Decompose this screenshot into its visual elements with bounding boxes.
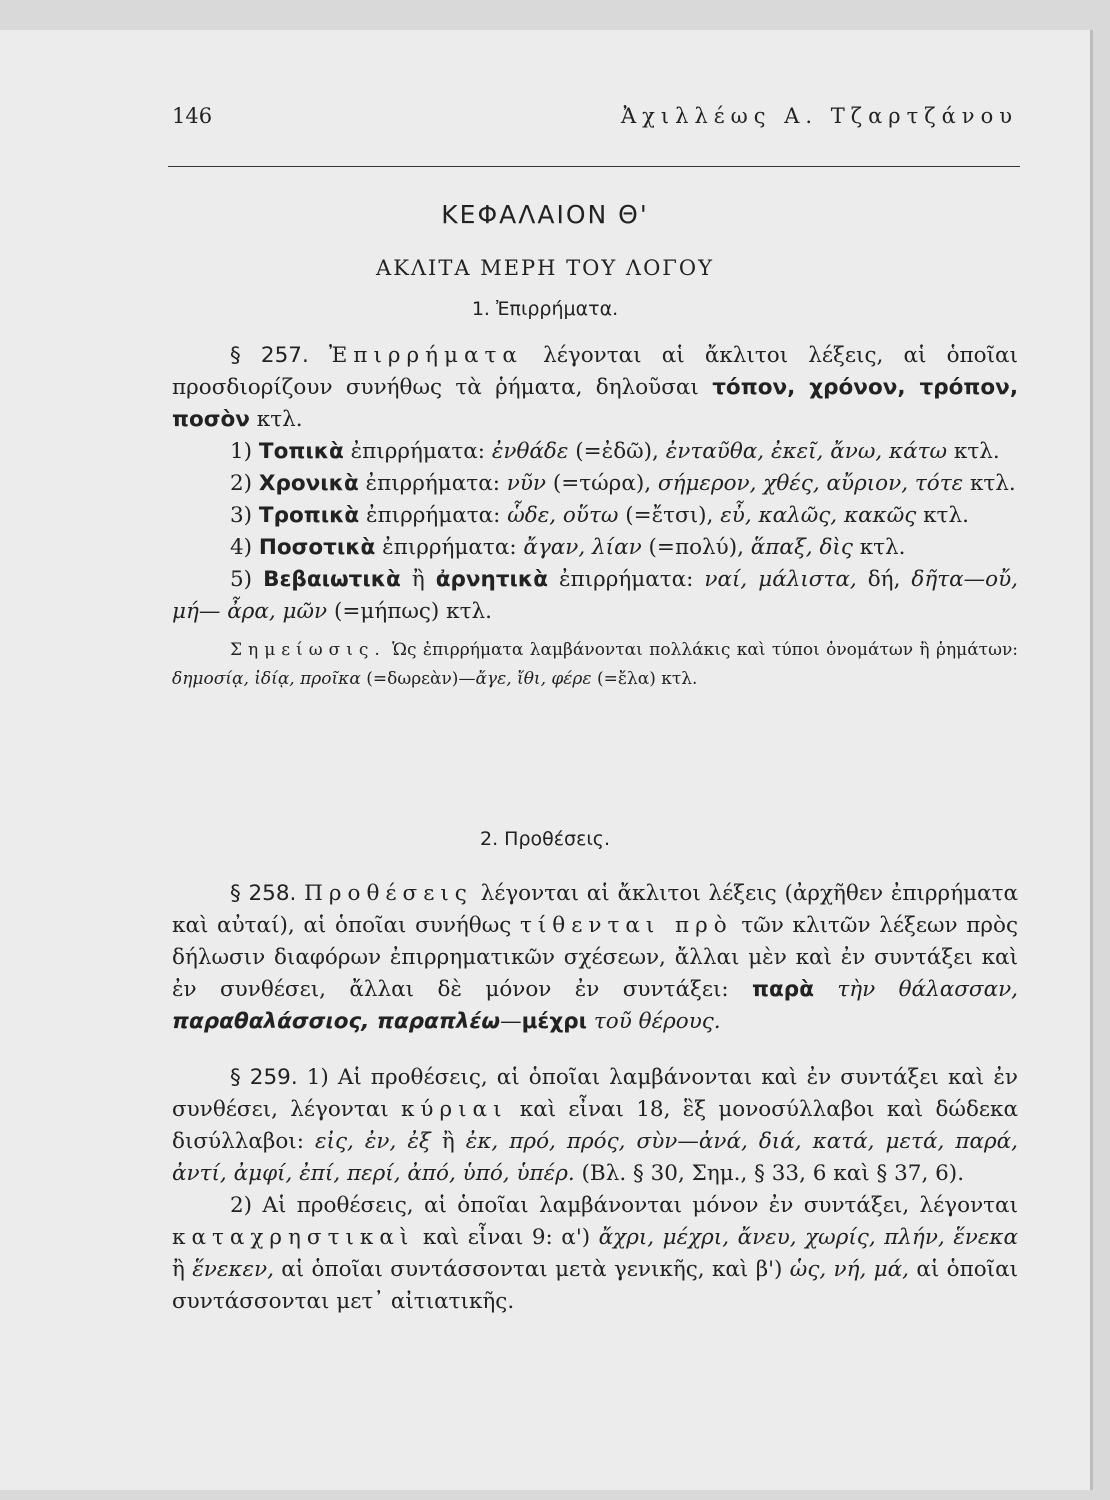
- part-title: ΑΚΛΙΤΑ ΜΕΡΗ ΤΟΥ ΛΟΓΟΥ: [376, 256, 714, 280]
- note-paragraph: Σημείωσις. Ὡς ἐπιρρήματα λαμβάνονται πολλάκις καὶ τύποι ὀνομάτων ἢ ῥημάτων: δημοσίᾳ, ἰδίᾳ, προῖκα (=δωρεὰν)—ἄγε, ἴθι, φέρε (=ἔλα) κτλ.: [172, 640, 1018, 689]
- section-heading-adverbs: 1. Ἐπιρρήματα.: [471, 298, 619, 320]
- paragraph-259: § 259. 1) Αἱ προθέσεις, αἱ ὁποῖαι λαμβάνονται καὶ ἐν συντάξει καὶ ἐν συνθέσει, λέγονται κύριαι καὶ εἶναι 18, ἓξ μονοσύλλαβοι καὶ δώδεκα δισύλλαβοι: εἰς, ἐν, ἐξ ἢ ἐκ, πρό, πρός, σὺν—ἀνά, διά, κατά, μετά, παρά, ἀντί, ἀμφί, ἐπί, περί, ἀπό, ὑπό, ὑπέρ. (Βλ. § 30, Σημ., § 33, 6 καὶ § 37, 6).: [172, 1065, 1019, 1186]
- chapter-title: ΚΕΦΑΛΑΙΟΝ Θ': [441, 200, 649, 229]
- list-item: 1) Τοπικὰ ἐπιρρήματα: ἐνθάδε (=ἐδῶ), ἐνταῦθα, ἐκεῖ, ἄνω, κάτω κτλ.: [230, 439, 1000, 464]
- section-heading-prepositions: 2. Προθέσεις.: [480, 828, 610, 850]
- page-header: [172, 104, 1018, 144]
- paragraph-258: § 258. Προθέσεις λέγονται αἱ ἄκλιτοι λέξεις (ἀρχῆθεν ἐπιρρήματα καὶ αὐταί), αἱ ὁποῖαι συνήθως τίθενται πρὸ τῶν κλιτῶν λέξεων πρὸς δήλωσιν διαφόρων ἐπιρρηματικῶν σχέσεων, ἄλλαι μὲν καὶ ἐν συντάξει καὶ ἐν συνθέσει, ἄλλαι δὲ μόνον ἐν συντάξει: παρὰ τὴν θάλασσαν, παραθαλάσσιος, παραπλέω—μέχρι τοῦ θέρους.: [172, 881, 1018, 1034]
- page-number: 146: [172, 104, 213, 128]
- list-item: 2) Χρονικὰ ἐπιρρήματα: νῦν (=τώρα), σήμερον, χθές, αὔριον, τότε κτλ.: [230, 471, 1016, 496]
- list-item: 4) Ποσοτικὰ ἐπιρρήματα: ἄγαν, λίαν (=πολύ), ἅπαξ, δὶς κτλ.: [230, 535, 906, 560]
- paragraph-257: § 257. Ἐπιρρήματα λέγονται αἱ ἄκλιτοι λέξεις, αἱ ὁποῖαι προσδιορίζουν συνήθως τὰ ῥήματα, δηλοῦσαι τόπον, χρόνον, τρόπον, ποσὸν κτλ.: [172, 343, 1018, 432]
- list-item: 3) Τροπικὰ ἐπιρρήματα: ὧδε, οὕτω (=ἔτσι), εὖ, καλῶς, κακῶς κτλ.: [230, 503, 969, 528]
- adverbs-section: [172, 340, 1018, 694]
- header-rule: [168, 166, 1020, 167]
- prepositions-section: [172, 878, 1018, 1318]
- paragraph-259-2: 2) Αἱ προθέσεις, αἱ ὁποῖαι λαμβάνονται μόνον ἐν συντάξει, λέγονται καταχρηστικαὶ καὶ εἶναι 9: α') ἄχρι, μέχρι, ἄνευ, χωρίς, πλήν, ἕνεκα ἢ ἕνεκεν, αἱ ὁποῖαι συντάσσονται μετὰ γενικῆς, καὶ β') ὡς, νή, μά, αἱ ὁποῖαι συντάσσονται μετ᾽ αἰτιατικῆς.: [172, 1193, 1019, 1314]
- list-item: 5) Βεβαιωτικὰ ἢ ἀρνητικὰ ἐπιρρήματα: ναί, μάλιστα, δή, δῆτα—οὔ, μή— ἆρα, μῶν (=μήπως) κτλ.: [172, 567, 1018, 624]
- running-head: Ἀχιλλέως Α. Τζαρτζάνου: [621, 104, 1018, 128]
